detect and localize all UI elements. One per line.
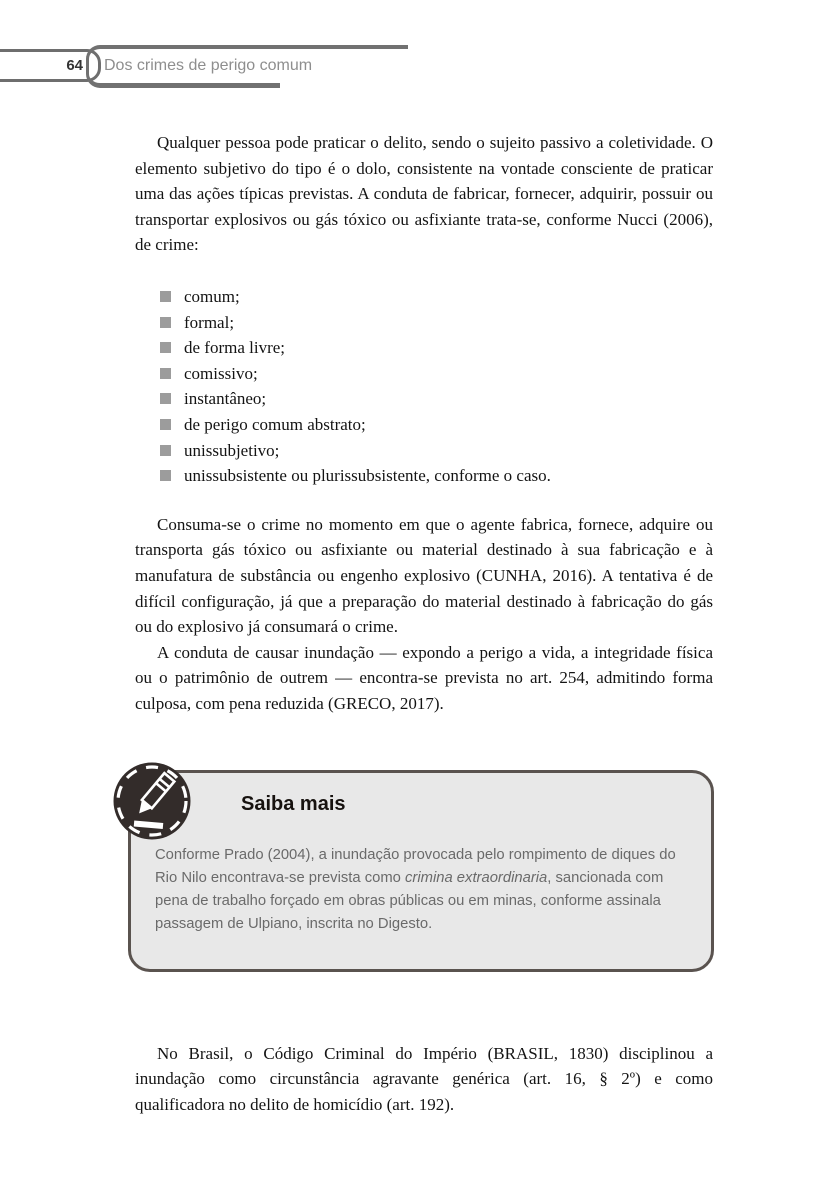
- list-item-text: unissubjetivo;: [184, 440, 280, 460]
- chapter-title-tab: [86, 45, 313, 88]
- list-item-text: de perigo comum abstrato;: [184, 414, 366, 434]
- list-item-text: comum;: [184, 286, 240, 306]
- square-bullet-icon: [160, 470, 171, 481]
- list-item: [160, 335, 713, 361]
- list-item: [160, 361, 713, 387]
- list-item-text: comissivo;: [184, 363, 258, 383]
- list-item: [160, 284, 713, 310]
- saiba-mais-text: [155, 844, 687, 936]
- paragraph: Consuma-se o crime no momento em que o agente fabrica, fornece, adquire ou transporta gás tóxico ou asfixiante ou material destinado à sua fabricação e à manufatura de substância ou engenho explosivo (CUNHA, 2016). A tentativa é de difícil configuração, já que a preparação do material destinado à fabricação do gás ou do explosivo já consumará o crime.: [135, 514, 713, 637]
- list-item: [160, 310, 713, 336]
- square-bullet-icon: [160, 419, 171, 430]
- header-rule: [277, 45, 408, 49]
- text-column: [135, 130, 713, 1118]
- square-bullet-icon: [160, 342, 171, 353]
- paragraph: Qualquer pessoa pode praticar o delito, sendo o sujeito passivo a coletividade. O elemento subjetivo do tipo é o dolo, consistente na vontade consciente de praticar uma das ações típicas previstas. A conduta de fabricar, fornecer, adquirir, possuir ou transportar explosivos ou gás tóxico ou asfixiante trata-se, conforme Nucci (2006), de crime:: [135, 133, 713, 255]
- chapter-title: Dos crimes de perigo comum: [104, 57, 313, 74]
- page-number: 64: [66, 57, 83, 74]
- list-item: [160, 463, 713, 489]
- square-bullet-icon: [160, 393, 171, 404]
- crime-attributes-list: [135, 284, 713, 489]
- square-bullet-icon: [160, 317, 171, 328]
- square-bullet-icon: [160, 368, 171, 379]
- list-item: [160, 412, 713, 438]
- list-item-text: instantâneo;: [184, 389, 267, 409]
- list-item-text: unissubsistente ou plurissubsistente, conforme o caso.: [184, 466, 551, 486]
- list-item-text: formal;: [184, 312, 235, 332]
- saiba-mais-text-part: , sancionada com pena de trabalho forçado em obras públicas ou em minas, conforme assinala passagem de Ulpiano, inscrita no Digesto.: [155, 870, 664, 933]
- paragraph: A conduta de causar inundação — expondo a perigo a vida, a integridade física ou o patrimônio de outrem — encontra-se prevista no art. 254, admitindo forma culposa, com pena reduzida (GRECO, 2017).: [135, 642, 713, 713]
- square-bullet-icon: [160, 291, 171, 302]
- saiba-mais-box: [128, 770, 714, 971]
- saiba-mais-latin-term: crimina extraordinaria: [405, 870, 548, 887]
- saiba-mais-text-part: Conforme Prado (2004), a inundação provocada pelo rompimento de diques do Rio Nilo encontrava-se prevista como: [155, 847, 676, 887]
- paragraph: No Brasil, o Código Criminal do Império (BRASIL, 1830) disciplinou a inundação como circunstância agravante genérica (art. 16, § 2º) e como qualificadora no delito de homicídio (art. 192).: [135, 1043, 713, 1115]
- square-bullet-icon: [160, 445, 171, 456]
- list-item-text: de forma livre;: [184, 338, 286, 358]
- pencil-icon: [113, 762, 191, 840]
- saiba-mais-title: Saiba mais: [241, 793, 346, 816]
- list-item: [160, 386, 713, 412]
- list-item: [160, 438, 713, 464]
